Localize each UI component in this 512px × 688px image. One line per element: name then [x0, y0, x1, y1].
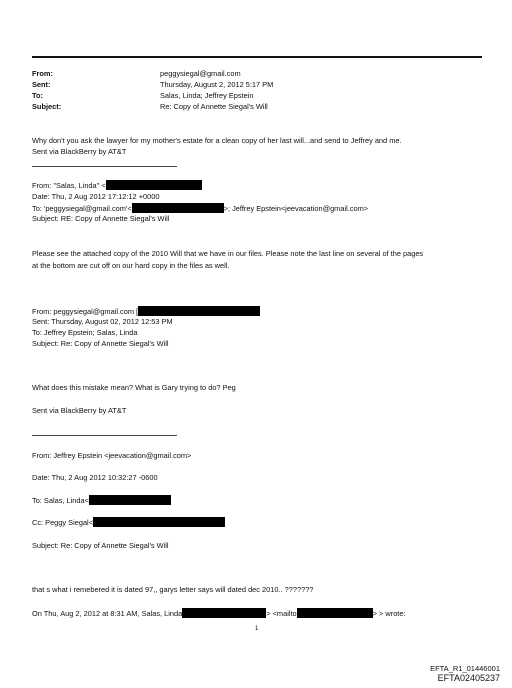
- from-value: peggysiegal@gmail.com: [160, 69, 241, 78]
- subject-label: Subject:: [32, 102, 62, 111]
- sent-value: Thursday, August 2, 2012 5:17 PM: [160, 80, 274, 89]
- signature-rule-1: [32, 166, 177, 167]
- signature-rule-2: [32, 435, 177, 436]
- msg3-from: From: Jeffrey Epstein <jeevacation@gmail.com>: [32, 451, 192, 460]
- redaction-box: [297, 608, 373, 618]
- msg1-para-1: Please see the attached copy of the 2010 Will that we have in our files. Please note the last line on several of the pages: [32, 249, 424, 258]
- msg1-from: [32, 180, 202, 190]
- msg3-date: Date: Thu, 2 Aug 2012 10:32:27 -0600: [32, 473, 158, 482]
- msg3-quote-line: [32, 608, 406, 618]
- footer-code-2: EFTA02405237: [437, 673, 500, 683]
- to-value: Salas, Linda; Jeffrey Epstein: [160, 91, 254, 100]
- msg2-sent: Sent: Thursday, August 02, 2012 12:53 PM: [32, 317, 173, 326]
- msg1-from-text: From: "Salas, Linda" <: [32, 181, 106, 190]
- msg1-subject: Subject: RE: Copy of Annette Siegal's Will: [32, 214, 170, 223]
- redaction-box: [93, 517, 225, 527]
- header-top-rule: [32, 56, 482, 58]
- msg3-subject: Subject: Re: Copy of Annette Siegal's Will: [32, 541, 169, 550]
- msg2-subject: Subject: Re: Copy of Annette Siegal's Will: [32, 339, 169, 348]
- msg3-cc: [32, 517, 225, 527]
- msg1-to-prefix: To: 'peggysiegal@gmail.com'<: [32, 204, 132, 213]
- msg2-para-2: Sent via BlackBerry by AT&T: [32, 406, 127, 415]
- msg3-para-1: that s what i remebered it is dated 97,, garys letter says will dated dec 2010.. ???????: [32, 585, 314, 594]
- body-line-2: Sent via BlackBerry by AT&T: [32, 147, 127, 156]
- redaction-box: [89, 495, 171, 505]
- msg2-from: [32, 306, 260, 316]
- redaction-box: [132, 203, 224, 213]
- msg3-quote-suffix: > > wrote:: [372, 609, 406, 618]
- msg3-to-text: To: Salas, Linda<: [32, 496, 89, 505]
- redaction-box: [106, 180, 202, 190]
- msg3-quote-prefix: On Thu, Aug 2, 2012 at 8:31 AM, Salas, Linda: [32, 609, 183, 618]
- msg3-to: [32, 495, 171, 505]
- msg1-to-suffix: >; Jeffrey Epstein<jeevacation@gmail.com>: [223, 204, 369, 213]
- msg2-to: To: Jeffrey Epstein; Salas, Linda: [32, 328, 138, 337]
- sent-label: Sent:: [32, 80, 51, 89]
- subject-value: Re: Copy of Annette Siegal's Will: [160, 102, 268, 111]
- page-number: 1: [255, 626, 259, 632]
- msg2-para-1: What does this mistake mean? What is Gary trying to do? Peg: [32, 383, 236, 392]
- msg1-to: [32, 203, 368, 213]
- redaction-box: [182, 608, 266, 618]
- msg3-quote-mid: > <mailto: [266, 609, 297, 618]
- from-label: From:: [32, 69, 53, 78]
- body-line-1: Why don't you ask the lawyer for my mother's estate for a clean copy of her last will...and send to Jeffrey and me.: [32, 136, 402, 145]
- msg1-para-2: at the bottom are cut off on our hard copy in the files as well.: [32, 261, 230, 270]
- msg3-cc-text: Cc: Peggy Siegal<: [32, 518, 94, 527]
- msg2-from-text: From: peggysiegal@gmail.com [: [32, 307, 139, 316]
- to-label: To:: [32, 91, 43, 100]
- msg1-date: Date: Thu, 2 Aug 2012 17:12:12 +0000: [32, 192, 160, 201]
- redaction-box: [138, 306, 260, 316]
- footer-code-1: EFTA_R1_01446001: [430, 664, 500, 673]
